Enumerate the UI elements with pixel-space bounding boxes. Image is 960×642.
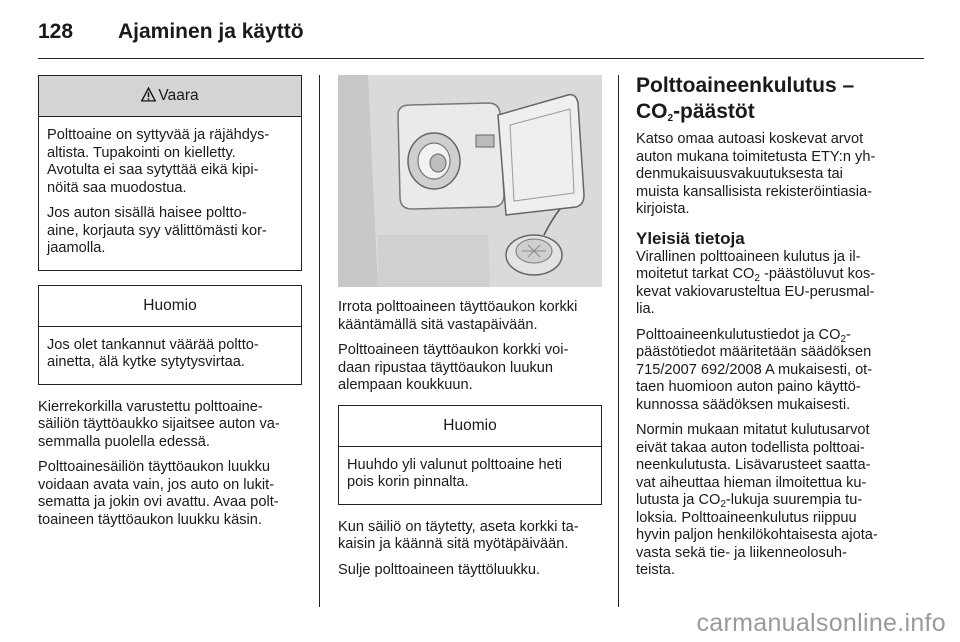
text: moitetut tarkat CO bbox=[636, 266, 755, 282]
heading-line bbox=[636, 99, 926, 125]
subscript: 2 bbox=[667, 113, 674, 124]
body-paragraph bbox=[636, 327, 926, 415]
text-line: 715/2007 692/2008 A mukaisesti, ot- bbox=[636, 361, 873, 378]
subscript: 2 bbox=[840, 333, 847, 345]
right-column bbox=[636, 73, 926, 588]
text-line: vat aiheuttaa hieman ilmoitettua ku- bbox=[636, 474, 867, 491]
text-line: Kierrekorkilla varustettu polttoaine- bbox=[38, 398, 263, 415]
body-paragraph bbox=[338, 342, 602, 395]
danger-title: Vaara bbox=[158, 87, 199, 104]
text-line: muista kansallisista rekisteröintiasia- bbox=[636, 183, 873, 200]
text: -lukuja suurempia tu- bbox=[725, 492, 863, 508]
text: lutusta ja CO bbox=[636, 492, 721, 508]
fuel-filler-illustration bbox=[338, 75, 602, 287]
notice-box-left bbox=[38, 285, 302, 385]
warning-triangle-icon bbox=[141, 87, 156, 102]
subheading: Yleisiä tietoja bbox=[636, 228, 745, 248]
header-divider bbox=[38, 58, 924, 59]
text-line: kunnossa säädöksen mukaisesti. bbox=[636, 396, 851, 413]
text-line: semmalla puolella edessä. bbox=[38, 433, 210, 450]
heading-text: CO bbox=[636, 100, 668, 123]
text-line: Polttoainesäiliön täyttöaukon luukku bbox=[38, 459, 271, 475]
text-line: Sulje polttoaineen täyttöluukku. bbox=[338, 561, 541, 578]
text-line: päästötiedot määritetään säädöksen bbox=[636, 344, 872, 360]
text-line: daan ripustaa täyttöaukon luukun bbox=[338, 359, 554, 376]
subscript: 2 bbox=[720, 499, 726, 510]
body-paragraph bbox=[38, 399, 302, 452]
body-paragraph bbox=[38, 459, 302, 529]
text: Polttoaineenkulutustiedot ja CO bbox=[636, 326, 841, 343]
text-line: kirjoista. bbox=[636, 201, 690, 217]
text-line bbox=[636, 492, 926, 510]
section-heading bbox=[636, 73, 926, 125]
heading-line: Polttoaineenkulutus – bbox=[636, 74, 855, 97]
notice-box-header: Huomio bbox=[39, 286, 301, 327]
text-line: alempaan koukkuun. bbox=[338, 377, 473, 393]
text-line: vasta sekä tie- ja liikenneolosuh- bbox=[636, 544, 847, 561]
page-header bbox=[38, 14, 924, 54]
text-line: kevat vakiovarusteltua EU-perusmal- bbox=[636, 283, 875, 300]
text-line bbox=[636, 266, 926, 284]
text-line: Polttoaine on syttyvää ja räjähdys- bbox=[47, 127, 270, 143]
text-line: Normin mukaan mitatut kulutusarvot bbox=[636, 422, 870, 438]
text-line: voidaan avata vain, jos auto on lukit- bbox=[38, 476, 275, 493]
text-line: pois korin pinnalta. bbox=[347, 474, 469, 490]
text-line: Katso omaa autoasi koskevat arvot bbox=[636, 131, 864, 147]
notice-text bbox=[47, 337, 293, 372]
text-line: Irrota polttoaineen täyttöaukon korkki bbox=[338, 299, 578, 315]
text-line: hyvin paljon henkilökohtaisesta ajota- bbox=[636, 527, 878, 543]
page-title: Ajaminen ja käyttö bbox=[118, 20, 304, 43]
text-line: aine, korjauta syy välittömästi kor- bbox=[47, 222, 267, 239]
body-paragraph bbox=[636, 249, 926, 319]
body-paragraph bbox=[338, 299, 602, 334]
text-line: teista. bbox=[636, 562, 675, 578]
middle-column bbox=[338, 75, 602, 587]
text-line: taen huomioon auton paino käyttö- bbox=[636, 379, 861, 395]
watermark: carmanualsonline.info bbox=[696, 609, 946, 637]
danger-box bbox=[38, 75, 302, 271]
text-line: auton mukana toimitetusta ETY:n yh- bbox=[636, 148, 876, 165]
heading-text: -päästöt bbox=[673, 100, 755, 123]
text-line: Jos olet tankannut väärää poltto- bbox=[47, 336, 259, 353]
body-paragraph bbox=[338, 562, 602, 580]
text-line bbox=[636, 327, 926, 345]
text-line: Kun säiliö on täytetty, aseta korkki ta- bbox=[338, 518, 579, 535]
text-line: lia. bbox=[636, 301, 655, 317]
notice-box-middle bbox=[338, 405, 602, 505]
fuel-filler-door-illustration bbox=[338, 75, 602, 287]
page-number: 128 bbox=[38, 20, 74, 43]
text-line: ainetta, älä kytke sytytysvirtaa. bbox=[47, 354, 245, 370]
text-line: kääntämällä sitä vastapäivään. bbox=[338, 316, 538, 333]
text-line: sematta ja jokin ovi avattu. Avaa polt- bbox=[38, 494, 279, 510]
body-paragraph bbox=[338, 519, 602, 554]
text-line: Polttoaineen täyttöaukon korkki voi- bbox=[338, 342, 569, 358]
text-line: Huuhdo yli valunut polttoaine heti bbox=[347, 456, 563, 473]
column-divider-1 bbox=[319, 75, 320, 607]
column-divider-2 bbox=[618, 75, 619, 607]
text-line: Jos auton sisällä haisee poltto- bbox=[47, 205, 247, 221]
text-line: kaisin ja käännä sitä myötäpäivään. bbox=[338, 536, 569, 552]
intro-paragraph bbox=[636, 131, 926, 219]
danger-box-header bbox=[39, 76, 301, 117]
text-line: jaamolla. bbox=[47, 240, 106, 256]
text-line: Avotulta ei saa sytyttää eikä kipi- bbox=[47, 162, 259, 178]
text-line: Virallinen polttoaineen kulutus ja il- bbox=[636, 248, 861, 265]
text-line: altista. Tupakointi on kielletty. bbox=[47, 144, 236, 161]
danger-paragraph-2 bbox=[47, 205, 293, 258]
text-line: säiliön täyttöaukko sijaitsee auton va- bbox=[38, 416, 280, 432]
body-paragraph bbox=[636, 422, 926, 580]
text-line: nöitä saa muodostua. bbox=[47, 179, 187, 196]
text-line: denmukaisuusvakuutuksesta tai bbox=[636, 166, 843, 182]
text-line: toaineen täyttöaukon luukku käsin. bbox=[38, 511, 262, 528]
text: -päästöluvut kos- bbox=[759, 266, 876, 282]
text: - bbox=[846, 326, 851, 343]
left-column bbox=[38, 75, 302, 537]
danger-paragraph-1 bbox=[47, 127, 293, 197]
text-line: neenkulutusta. Lisävarusteet saatta- bbox=[636, 457, 871, 473]
subscript: 2 bbox=[754, 273, 760, 284]
notice-box-header: Huomio bbox=[339, 406, 601, 447]
text-line: eivät takaa auton todellista polttoai- bbox=[636, 439, 865, 456]
notice-text bbox=[347, 457, 593, 492]
text-line: loksia. Polttoaineenkulutus riippuu bbox=[636, 509, 857, 526]
